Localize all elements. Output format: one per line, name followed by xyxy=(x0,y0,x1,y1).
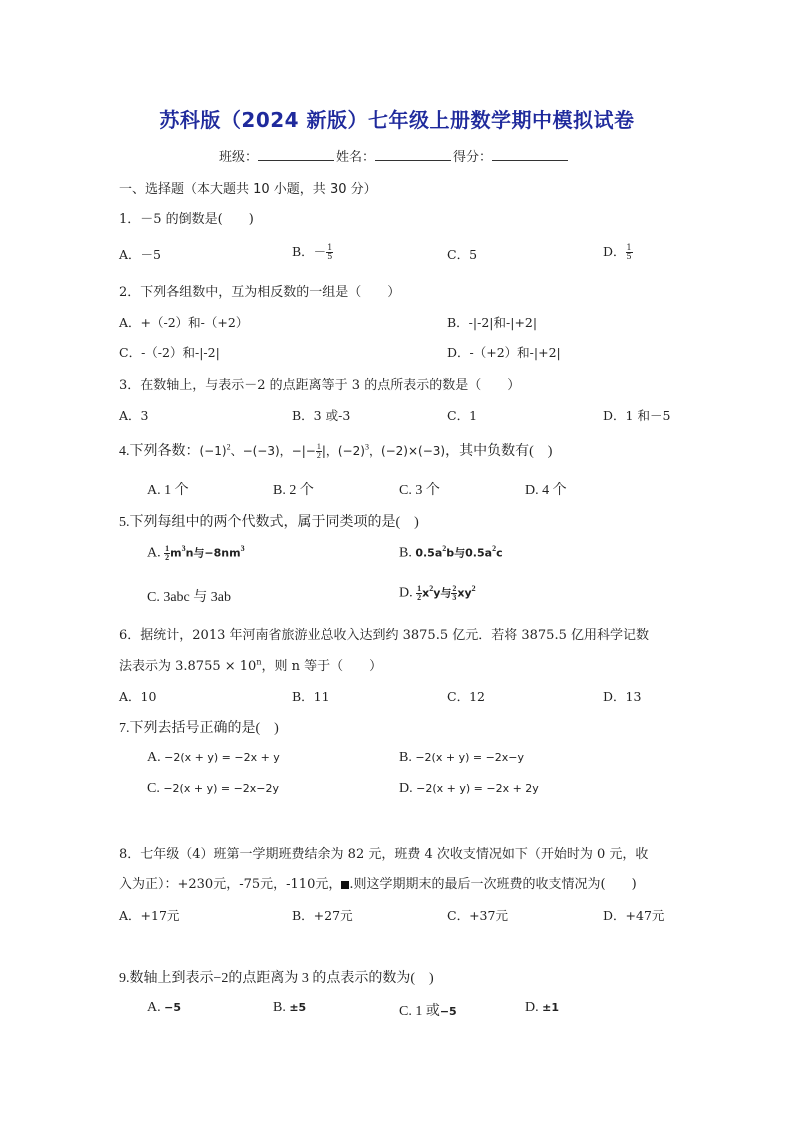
q4-frac-den: 2 xyxy=(316,451,321,461)
q5-d-den1: 2 xyxy=(417,592,422,602)
q9-c-value: −5 xyxy=(439,1005,457,1018)
q2-option-b: B．-|-2|和-|+2| xyxy=(447,315,538,330)
q4-prefix: 4.下列各数： xyxy=(119,444,200,459)
q4-option-d: D. 4 个 xyxy=(525,483,567,498)
question-8-line2 xyxy=(119,873,637,892)
q9-option-c xyxy=(399,1000,457,1020)
q9-option-a xyxy=(147,1000,181,1016)
q1-b-prefix: B．－ xyxy=(292,244,327,259)
question-9-stem: 9.数轴上到表示−2的点距离为 3 的点表示的数为( ) xyxy=(119,971,434,986)
q9-option-d xyxy=(525,1000,559,1016)
q5-a-expr1: m xyxy=(170,546,182,560)
q5-b-sup2: 2 xyxy=(492,544,497,553)
section-heading: 一、选择题（本大题共 10 小题，共 30 分） xyxy=(119,182,377,197)
q2-option-d: D．-（+2）和-|+2| xyxy=(447,345,561,360)
q5-b-label: B. xyxy=(399,545,412,561)
q5-option-b xyxy=(399,544,503,562)
q5-d-num1: 1 xyxy=(417,583,422,593)
q7-option-d xyxy=(399,781,539,797)
class-label: 班级： xyxy=(219,150,259,165)
q7-option-b xyxy=(399,750,524,766)
q5-a-sup2: 3 xyxy=(240,544,245,553)
name-label: 姓名： xyxy=(336,150,376,165)
q5-a-sup1: 3 xyxy=(181,544,186,553)
q8-option-b: B．+27元 xyxy=(292,908,353,923)
q9-d-label: D. xyxy=(525,1000,539,1015)
q5-b-expr1: 0.5a xyxy=(415,546,443,560)
q5-option-d xyxy=(399,584,476,602)
q4-option-b: B. 2 个 xyxy=(273,483,314,498)
q7-d-expr: −2(x + y) = −2x + 2y xyxy=(416,782,539,795)
q8-option-d: D．+47元 xyxy=(603,908,665,923)
class-blank xyxy=(258,149,334,161)
q4-expr1-sup: 2 xyxy=(226,442,231,452)
q3-option-c: C．1 xyxy=(447,408,478,423)
question-2-stem: 2．下列各组数中，互为相反数的一组是（ ） xyxy=(119,285,401,300)
q1-b-num: 1 xyxy=(327,243,333,252)
q4-expr3-sup: 3 xyxy=(364,442,369,452)
q9-option-b xyxy=(273,1000,306,1016)
q7-d-label: D. xyxy=(399,781,413,796)
q5-d-sup2: 2 xyxy=(471,584,476,593)
question-5-stem: 5.下列每组中的两个代数式，属于同类项的是( ) xyxy=(119,515,419,530)
q6-option-b: B．11 xyxy=(292,689,330,704)
q5-a-label: A. xyxy=(147,545,161,561)
q6-line2-suffix: ，则 n 等于（ ） xyxy=(261,659,383,674)
q7-a-label: A. xyxy=(147,750,161,765)
q8-line2-suffix: .则这学期期末的最后一次班费的收支情况为( ) xyxy=(349,877,637,892)
q5-a-expr2: n与−8nm xyxy=(185,546,241,560)
q1-option-c: C．5 xyxy=(447,247,478,262)
page-title: 苏科版（2024 新版）七年级上册数学期中模拟试卷 xyxy=(159,108,635,132)
student-info-row xyxy=(219,146,570,165)
q4-expr3: |，(−2) xyxy=(321,444,365,458)
q6-option-a: A．10 xyxy=(119,689,157,704)
q6-option-c: C．12 xyxy=(447,689,485,704)
q6-option-d: D．13 xyxy=(603,689,642,704)
question-6-line1: 6．据统计，2013 年河南省旅游业总收入达到约 3875.5 亿元．若将 3875.5 亿用科学记数 xyxy=(119,628,649,643)
name-blank xyxy=(375,149,451,161)
q1-option-a: A．－5 xyxy=(119,247,161,262)
q2-option-a: A．+（-2）和-（+2） xyxy=(119,315,249,330)
q1-d-num: 1 xyxy=(626,243,632,252)
q1-d-fraction xyxy=(626,244,633,261)
q7-option-a xyxy=(147,750,280,766)
q1-b-den: 5 xyxy=(327,252,333,261)
q7-b-expr: −2(x + y) = −2x−y xyxy=(415,751,525,764)
q9-a-label: A. xyxy=(147,1000,161,1015)
q1-option-b xyxy=(292,242,333,261)
q7-a-expr: −2(x + y) = −2x + y xyxy=(164,751,280,764)
q7-c-label: C. xyxy=(147,781,160,796)
q1-option-d xyxy=(603,242,633,261)
q5-option-c: C. 3abc 与 3ab xyxy=(147,590,231,605)
q7-c-expr: −2(x + y) = −2x−2y xyxy=(163,782,280,795)
q4-option-c: C. 3 个 xyxy=(399,483,440,498)
q8-option-c: C．+37元 xyxy=(447,908,508,923)
question-3-stem: 3．在数轴上，与表示－2 的点距离等于 3 的点所表示的数是（ ） xyxy=(119,378,521,393)
q3-option-b: B．3 或-3 xyxy=(292,408,351,423)
q5-d-expr2: y与 xyxy=(433,586,452,600)
q4-expr2: 、−(−3)，−|− xyxy=(230,444,316,458)
q9-d-value: ±1 xyxy=(542,1001,559,1014)
q5-b-sup1: 2 xyxy=(442,544,447,553)
q1-d-den: 5 xyxy=(626,252,632,261)
q5-option-a xyxy=(147,544,245,562)
q5-a-num: 1 xyxy=(165,543,170,553)
q5-d-label: D. xyxy=(399,585,413,601)
q5-d-sup1: 2 xyxy=(429,584,434,593)
q3-option-a: A．3 xyxy=(119,408,149,423)
q9-b-label: B. xyxy=(273,1000,286,1015)
question-6-line2 xyxy=(119,655,382,674)
q6-line2-sup: n xyxy=(256,657,262,667)
q5-b-expr2: b与0.5a xyxy=(446,546,493,560)
q5-d-num2: 2 xyxy=(452,583,457,593)
q4-expr4: ，(−2)×(−3) xyxy=(368,444,446,458)
q9-b-value: ±5 xyxy=(289,1001,307,1014)
q9-a-value: −5 xyxy=(164,1001,181,1014)
score-label: 得分： xyxy=(453,150,493,165)
q5-a-den: 2 xyxy=(165,552,170,562)
question-4-stem xyxy=(119,440,552,460)
score-blank xyxy=(492,149,568,161)
q5-d-den2: 3 xyxy=(452,592,457,602)
q4-suffix: ，其中负数有( ) xyxy=(445,444,553,459)
q5-d-expr1: x xyxy=(422,586,430,600)
q6-line2-prefix: 法表示为 3.8755 × 10 xyxy=(119,659,257,674)
q4-frac-num: 1 xyxy=(316,442,321,452)
q5-d-expr3: xy xyxy=(457,586,472,600)
question-1-stem: 1．－5 的倒数是( ) xyxy=(119,212,254,227)
q1-b-fraction xyxy=(326,244,333,261)
q9-c-label: C. 1 或 xyxy=(399,1004,440,1019)
q2-option-c: C．-（-2）和-|-2| xyxy=(119,345,220,360)
q3-option-d: D．1 和－5 xyxy=(603,408,671,423)
q5-b-expr3: c xyxy=(496,546,503,560)
q7-option-c xyxy=(147,781,279,797)
q4-expr1: (−1) xyxy=(199,444,227,458)
q7-b-label: B. xyxy=(399,750,412,765)
q8-line2-prefix: 入为正）：+230元，-75元，-110元， xyxy=(119,877,342,892)
q8-option-a: A．+17元 xyxy=(119,908,180,923)
question-8-line1: 8．七年级（4）班第一学期班费结余为 82 元，班费 4 次收支情况如下（开始时为 0 元，收 xyxy=(119,847,649,862)
q1-d-prefix: D． xyxy=(603,244,626,259)
q4-option-a: A. 1 个 xyxy=(147,483,189,498)
question-7-stem: 7.下列去括号正确的是( ) xyxy=(119,721,279,736)
